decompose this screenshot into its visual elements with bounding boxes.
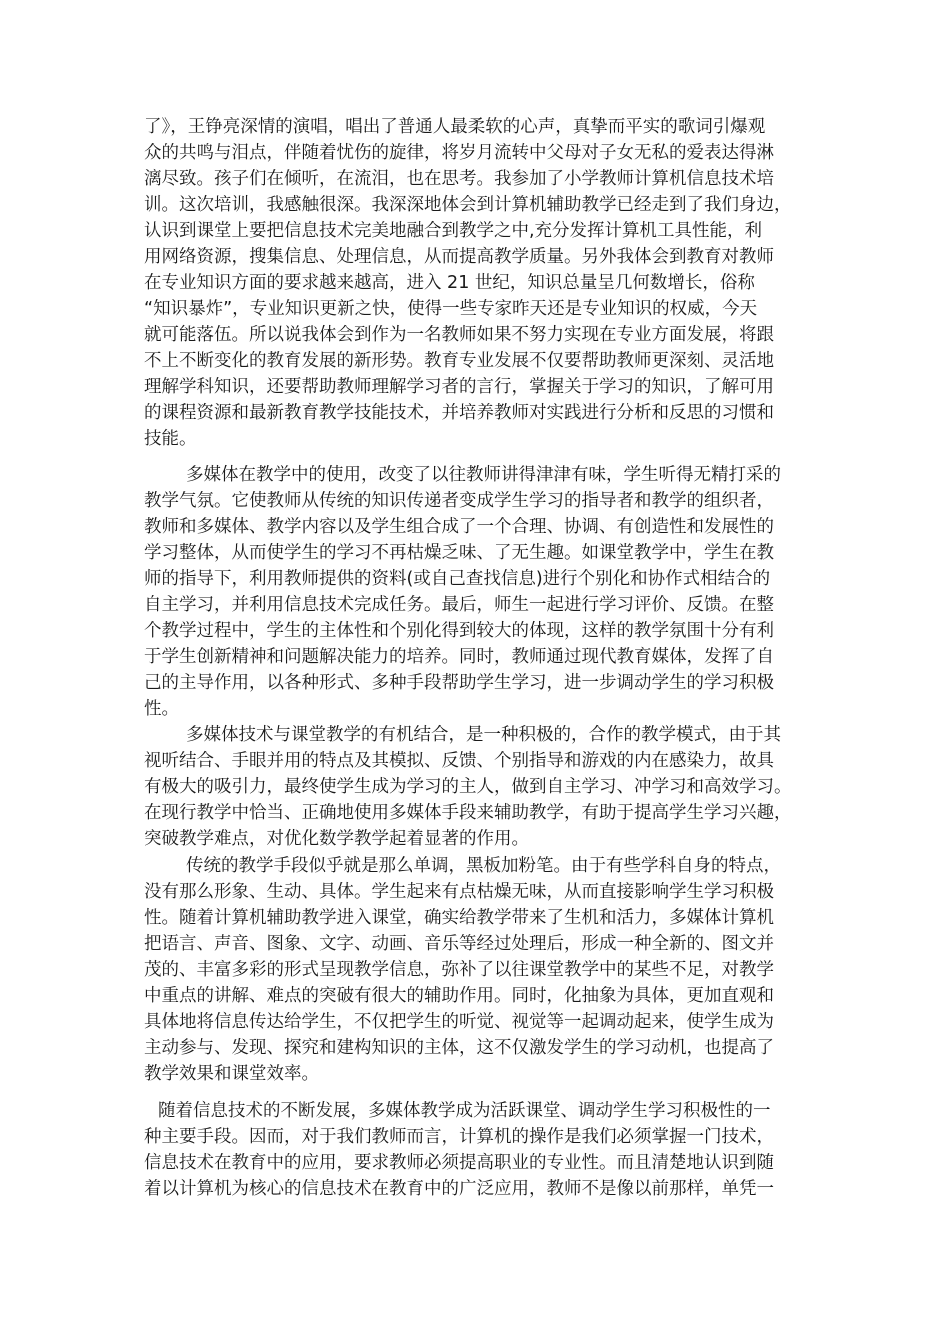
paragraph-4-line: 具体地将信息传达给学生，不仅把学生的听觉、视觉等一起调动起来，使学生成为	[144, 1012, 774, 1032]
paragraph-2-line: 师的指导下，利用教师提供的资料(或自己查找信息)进行个别化和协作式相结合的	[144, 569, 771, 589]
paragraph-1-line: 用网络资源，搜集信息、处理信息，从而提高教学质量。另外我体会到教育对教师	[144, 247, 774, 267]
paragraph-1-line: 就可能落伍。所以说我体会到作为一名教师如果不努力实现在专业方面发展，将跟	[144, 325, 774, 345]
paragraph-2-line: 教师和多媒体、教学内容以及学生组合成了一个合理、协调、有创造性和发展性的	[144, 517, 774, 537]
paragraph-5	[144, 1098, 824, 1202]
paragraph-2-line: 性。	[144, 699, 179, 719]
paragraph-4-line: 教学效果和课堂效率。	[144, 1064, 319, 1084]
paragraph-3-line: 多媒体技术与课堂教学的有机结合，是一种积极的，合作的教学模式，由于其	[186, 725, 781, 745]
paragraph-2-line: 教学气氛。它使教师从传统的知识传递者变成学生学习的指导者和教学的组织者，	[144, 491, 774, 511]
paragraph-4-line: 中重点的讲解、难点的突破有很大的辅助作用。同时，化抽象为具体，更加直观和	[144, 986, 774, 1006]
paragraph-1-line: 漓尽致。孩子们在倾听，在流泪，也在思考。我参加了小学教师计算机信息技术培	[144, 169, 774, 189]
paragraph-2-line: 个教学过程中，学生的主体性和个别化得到较大的体现，这样的教学氛围十分有利	[144, 621, 774, 641]
paragraph-1-line: 众的共鸣与泪点，伴随着忧伤的旋律，将岁月流转中父母对子女无私的爱表达得淋	[144, 143, 774, 163]
paragraph-3-line: 视听结合、手眼并用的特点及其模拟、反馈、个别指导和游戏的内在感染力，故具	[144, 751, 774, 771]
paragraph-1-line: 在专业知识方面的要求越来越高，进入 21 世纪，知识总量呈几何数增长，俗称	[144, 273, 755, 293]
paragraph-2-line: 于学生创新精神和问题解决能力的培养。同时，教师通过现代教育媒体，发挥了自	[144, 647, 774, 667]
paragraph-3-line: 有极大的吸引力，最终使学生成为学习的主人，做到自主学习、冲学习和高效学习。	[144, 777, 792, 797]
paragraph-4-line: 传统的教学手段似乎就是那么单调，黑板加粉笔。由于有些学科自身的特点，	[186, 856, 781, 876]
paragraph-4-line: 把语言、声音、图象、文字、动画、音乐等经过处理后，形成一种全新的、图文并	[144, 934, 774, 954]
paragraph-5-line: 随着信息技术的不断发展，多媒体教学成为活跃课堂、调动学生学习积极性的一	[158, 1101, 771, 1121]
paragraph-2-line: 己的主导作用，以各种形式、多种手段帮助学生学习，进一步调动学生的学习积极	[144, 673, 774, 693]
paragraph-1-line: 认识到课堂上要把信息技术完美地融合到教学之中,充分发挥计算机工具性能，利	[144, 221, 763, 241]
paragraph-2-line: 多媒体在教学中的使用，改变了以往教师讲得津津有味，学生听得无精打采的	[186, 465, 781, 485]
paragraph-5-line: 着以计算机为核心的信息技术在教育中的广泛应用，教师不是像以前那样，单凭一	[144, 1179, 774, 1199]
paragraph-3-line: 在现行教学中恰当、正确地使用多媒体手段来辅助教学，有助于提高学生学习兴趣，	[144, 803, 792, 823]
paragraph-1-line: 了》，王铮亮深情的演唱，唱出了普通人最柔软的心声，真挚而平实的歌词引爆观	[144, 117, 766, 137]
paragraph-3-line: 突破教学难点，对优化数学教学起着显著的作用。	[144, 829, 529, 849]
paragraph-1-line: 训。这次培训，我感触很深。我深深地体会到计算机辅助教学已经走到了我们身边，	[144, 195, 792, 215]
paragraph-2-line: 自主学习，并利用信息技术完成任务。最后，师生一起进行学习评价、反馈。在整	[144, 595, 774, 615]
paragraph-4-line: 没有那么形象、生动、具体。学生起来有点枯燥无味，从而直接影响学生学习积极	[144, 882, 774, 902]
paragraph-1-line: 技能。	[144, 429, 197, 449]
paragraph-5-line: 信息技术在教育中的应用，要求教师必须提高职业的专业性。而且清楚地认识到随	[144, 1153, 774, 1173]
paragraph-4-line: 性。随着计算机辅助教学进入课堂，确实给教学带来了生机和活力，多媒体计算机	[144, 908, 774, 928]
paragraph-1-line: “知识暴炸”，专业知识更新之快，使得一些专家昨天还是专业知识的权威，今天	[144, 299, 758, 319]
paragraph-2	[144, 462, 824, 722]
paragraph-4-line: 茂的、丰富多彩的形式呈现教学信息，弥补了以往课堂教学中的某些不足，对教学	[144, 960, 774, 980]
paragraph-1-line: 理解学科知识，还要帮助教师理解学习者的言行，掌握关于学习的知识，了解可用	[144, 377, 774, 397]
paragraph-1-line: 不上不断变化的教育发展的新形势。教育专业发展不仅要帮助教师更深刻、灵活地	[144, 351, 774, 371]
paragraph-5-line: 种主要手段。因而，对于我们教师而言，计算机的操作是我们必须掌握一门技术，	[144, 1127, 774, 1147]
paragraph-1	[144, 114, 824, 452]
paragraph-4-line: 主动参与、发现、探究和建构知识的主体，这不仅激发学生的学习动机，也提高了	[144, 1038, 774, 1058]
paragraph-4	[144, 853, 824, 1087]
paragraph-3	[144, 722, 824, 852]
paragraph-1-line: 的课程资源和最新教育教学技能技术，并培养教师对实践进行分析和反思的习惯和	[144, 403, 774, 423]
paragraph-2-line: 学习整体，从而使学生的学习不再枯燥乏味、了无生趣。如课堂教学中，学生在教	[144, 543, 774, 563]
